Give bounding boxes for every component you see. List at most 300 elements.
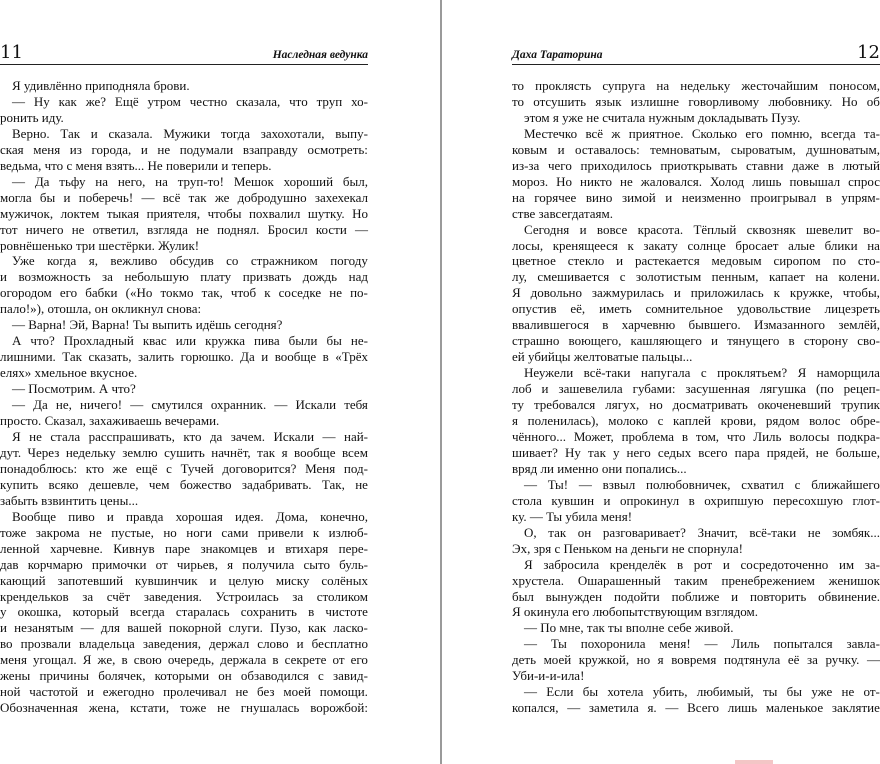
- word: кружка: [205, 333, 245, 349]
- word: помню,: [771, 125, 813, 141]
- word: попались...: [625, 460, 687, 476]
- word: не: [29, 428, 42, 444]
- right-header: [512, 44, 880, 65]
- word: к: [264, 285, 271, 301]
- word: то: [512, 93, 525, 109]
- word: темноватым,: [650, 141, 721, 157]
- word: ввалившегося: [512, 317, 589, 333]
- word: тот: [0, 221, 18, 237]
- word: —: [274, 397, 288, 413]
- word: которыми: [154, 668, 210, 684]
- word: сквозняк: [746, 221, 796, 237]
- word: тьфу: [59, 173, 86, 189]
- text-line: [512, 604, 880, 620]
- word: таким: [674, 572, 708, 588]
- word: Мужики: [163, 125, 211, 141]
- word: болячек,: [98, 668, 146, 684]
- word: дав: [0, 556, 19, 572]
- word: Варна!: [91, 317, 133, 333]
- text-line: [0, 700, 368, 716]
- word: Кивнув: [113, 540, 155, 556]
- word: что?: [30, 333, 55, 349]
- word: вашей: [127, 620, 162, 636]
- word: похвалил: [248, 205, 301, 221]
- word: снова:: [166, 301, 202, 317]
- word: не: [196, 221, 209, 237]
- text-line: [512, 206, 880, 222]
- word: живой.: [694, 620, 734, 636]
- word: города,: [91, 141, 132, 157]
- word: ласко-: [333, 620, 368, 636]
- word: чем: [148, 476, 170, 492]
- word: ей: [512, 349, 528, 365]
- text-line: [0, 604, 368, 620]
- word: волосы: [789, 428, 830, 444]
- word: за: [292, 588, 304, 604]
- text-line: [0, 94, 368, 110]
- word: над: [348, 269, 368, 285]
- word: недельку: [65, 444, 116, 460]
- word: излишне: [630, 93, 680, 109]
- word: жены: [0, 668, 31, 684]
- text-line: [512, 269, 880, 285]
- word: ронить: [0, 109, 42, 125]
- word: —: [12, 397, 25, 413]
- word: Пузо,: [270, 620, 301, 636]
- word: поберечь!: [78, 189, 134, 205]
- word: завла-: [846, 636, 880, 652]
- word: так: [586, 620, 609, 636]
- word: приоткрывать: [660, 157, 738, 173]
- text-line: [512, 509, 880, 525]
- word: рот: [693, 556, 713, 572]
- word: —: [524, 684, 537, 700]
- word: Верно.: [12, 125, 50, 141]
- word: Варна!: [28, 317, 70, 333]
- word: да: [209, 428, 223, 444]
- text-line: [512, 652, 880, 668]
- word: излюб-: [328, 524, 368, 540]
- word: не-: [350, 333, 368, 349]
- word: у: [612, 444, 620, 460]
- word: он: [218, 668, 232, 684]
- word: неизменно: [681, 189, 741, 205]
- word: паре: [165, 540, 191, 556]
- word: запотевший: [57, 572, 124, 588]
- word: я: [512, 413, 518, 429]
- word: язык: [595, 93, 622, 109]
- word: его: [745, 125, 763, 141]
- word: вообще: [294, 444, 336, 460]
- word: держал: [209, 636, 250, 652]
- word: моей: [283, 684, 311, 700]
- word: именно: [557, 460, 602, 476]
- word: любимый,: [696, 684, 754, 700]
- word: ровнёшенько: [0, 237, 76, 253]
- word: сказала,: [236, 93, 281, 109]
- word: божество: [179, 476, 232, 492]
- word: выпу-: [335, 125, 368, 141]
- word: не: [157, 141, 171, 157]
- word: По: [540, 620, 560, 636]
- word: бы: [39, 189, 56, 205]
- word: отошла,: [47, 301, 95, 317]
- word: не: [620, 173, 633, 189]
- word: ещё: [135, 460, 158, 476]
- word: тебя: [344, 397, 368, 413]
- text-line: [0, 222, 368, 238]
- word: расспрашивать,: [88, 428, 175, 444]
- word: говорливому: [688, 93, 760, 109]
- text-line: [512, 317, 880, 333]
- word: Но: [352, 205, 368, 221]
- word: призвать: [242, 269, 292, 285]
- word: Ну: [565, 444, 581, 460]
- word: солнце: [687, 237, 726, 253]
- word: душноватым,: [806, 141, 880, 157]
- text-line: [0, 301, 368, 317]
- text-line: [0, 493, 368, 509]
- text-line: [512, 477, 880, 493]
- word: задабривать.: [241, 476, 312, 492]
- word: ленной: [0, 540, 40, 556]
- word: —: [529, 508, 547, 524]
- word: с: [700, 365, 707, 381]
- text-line: [512, 589, 880, 605]
- word: вряд: [512, 460, 541, 476]
- word: вежливо: [110, 253, 158, 269]
- word: всё-таки: [749, 524, 797, 540]
- word: же: [214, 189, 230, 205]
- word: но: [163, 524, 177, 540]
- word: как: [307, 620, 327, 636]
- word: отсушить: [533, 93, 587, 109]
- text-line: [0, 269, 368, 285]
- word: и: [711, 333, 718, 349]
- word: кстати,: [130, 700, 170, 716]
- word: всего: [698, 444, 728, 460]
- word: и: [665, 189, 673, 205]
- word: упрям-: [841, 189, 880, 205]
- word: —: [130, 397, 144, 413]
- word: в: [788, 333, 795, 349]
- word: —: [524, 636, 537, 652]
- word: лишь: [727, 700, 758, 716]
- word: похоронила: [580, 636, 646, 652]
- word: начнёт,: [211, 444, 251, 460]
- word: от: [332, 652, 345, 668]
- word: «Трёх: [335, 349, 368, 365]
- text-line: [0, 142, 368, 158]
- word: горюшко.: [180, 349, 234, 365]
- word: лицезреть: [824, 301, 880, 317]
- word: —: [578, 476, 592, 492]
- word: слово: [257, 636, 289, 652]
- word: в: [322, 349, 329, 365]
- text-line: [512, 238, 880, 254]
- word: и: [731, 588, 739, 604]
- word: привели: [257, 524, 304, 540]
- word: пенным,: [711, 269, 759, 285]
- word: окликнул: [111, 301, 167, 317]
- word: меня!: [600, 508, 633, 524]
- word: харчевне.: [50, 540, 103, 556]
- text-line: [0, 110, 368, 126]
- word: кренделёк: [609, 556, 667, 572]
- word: в: [825, 189, 832, 205]
- word: зомбяк...: [832, 524, 880, 540]
- word: взвинтить: [41, 492, 100, 508]
- word: смутился: [151, 397, 203, 413]
- text-line: [512, 620, 880, 636]
- word: частотой: [29, 684, 79, 700]
- word: всяко: [48, 476, 79, 492]
- word: в: [602, 317, 609, 333]
- word: та-: [863, 125, 880, 141]
- word: Но: [841, 93, 858, 109]
- word: ручку.: [825, 652, 860, 668]
- word: втихаря: [285, 540, 329, 556]
- text-line: [0, 477, 368, 493]
- word: который: [72, 604, 119, 620]
- word: кающий: [0, 572, 46, 588]
- text-line: [0, 429, 368, 445]
- word: бы: [786, 684, 803, 700]
- word: Тёплый: [693, 221, 737, 237]
- word: причины: [39, 668, 90, 684]
- word: незанятым: [14, 620, 74, 636]
- edge-mark: [735, 760, 773, 764]
- word: что: [726, 428, 746, 444]
- word: секрете: [284, 652, 327, 668]
- word: заведения.: [143, 588, 202, 604]
- word: так: [587, 444, 606, 460]
- word: шестёрки.: [98, 237, 159, 253]
- word: уже: [811, 684, 833, 700]
- word: лишними.: [0, 349, 56, 365]
- word: захохотали,: [260, 125, 325, 141]
- word: держала: [220, 652, 267, 668]
- word: маленькое: [765, 700, 824, 716]
- word: крови,: [720, 413, 757, 429]
- word: и: [90, 125, 98, 141]
- word: хороший: [283, 173, 334, 189]
- word: Не: [147, 157, 166, 173]
- word: же?: [85, 93, 107, 109]
- word: женишок: [828, 572, 880, 588]
- word: могла: [0, 189, 32, 205]
- word: зажмурилась: [591, 285, 664, 301]
- word: рядом: [765, 413, 800, 429]
- word: кренящееся: [552, 237, 618, 253]
- word: от-: [863, 684, 880, 700]
- word: не: [329, 285, 342, 301]
- word: и: [0, 269, 7, 285]
- word: её,: [570, 301, 586, 317]
- word: кости: [315, 221, 347, 237]
- word: был,: [342, 173, 368, 189]
- text-line: [512, 573, 880, 589]
- word: ближайшего: [811, 476, 880, 492]
- word: спорнула!: [687, 540, 743, 556]
- word: считала: [602, 109, 649, 125]
- word: деньги: [630, 540, 672, 556]
- word: удовольствие: [736, 301, 811, 317]
- text-line: [0, 541, 368, 557]
- word: от: [155, 556, 168, 572]
- word: —: [704, 636, 718, 652]
- word: закату: [643, 237, 678, 253]
- word: Тучей: [180, 460, 214, 476]
- word: жена,: [88, 700, 120, 716]
- word: Обозначенная: [0, 700, 78, 716]
- word: обсудив: [169, 253, 214, 269]
- word: заклятие: [831, 700, 880, 716]
- word: чтоб: [230, 285, 257, 301]
- word: («Но: [125, 285, 153, 301]
- word: буль-: [339, 556, 368, 572]
- text-line: [0, 620, 368, 636]
- word: Измазанного: [753, 317, 826, 333]
- word: идёшь: [195, 317, 235, 333]
- text-line: [0, 668, 368, 684]
- word: труп: [316, 93, 343, 109]
- word: най-: [343, 428, 368, 444]
- word: А: [12, 333, 22, 349]
- word: к: [773, 285, 780, 301]
- text-line: [512, 541, 880, 557]
- word: и: [209, 572, 217, 588]
- word: требовался: [533, 397, 596, 413]
- text-line: [0, 78, 368, 94]
- word: цены...: [99, 492, 139, 508]
- word: и: [673, 285, 681, 301]
- word: были: [288, 333, 318, 349]
- word: на: [512, 189, 525, 205]
- word: так: [257, 444, 276, 460]
- text-line: [0, 573, 368, 589]
- word: обзаводился: [240, 668, 309, 684]
- text-line: [512, 158, 880, 174]
- text-line: [512, 190, 880, 206]
- word: я.: [647, 700, 657, 716]
- word: не: [89, 524, 102, 540]
- word: Уже: [12, 253, 35, 269]
- word: досматривать: [672, 397, 748, 413]
- word: Ну: [33, 93, 50, 109]
- word: взгляда: [147, 221, 188, 237]
- word: заметила: [588, 700, 639, 716]
- text-line: [512, 461, 880, 477]
- text-line: [0, 158, 368, 174]
- word: лягух,: [605, 397, 640, 413]
- word: Если: [546, 684, 574, 700]
- word: капает: [768, 269, 805, 285]
- word: но: [649, 397, 663, 413]
- word: и: [603, 492, 611, 508]
- word: не: [841, 684, 855, 700]
- word: и: [557, 141, 565, 157]
- word: пересохшую: [773, 492, 844, 508]
- word: её: [787, 652, 800, 668]
- word: ведьма,: [0, 157, 45, 173]
- word: иду.: [41, 109, 64, 125]
- word: седых: [657, 444, 692, 460]
- text-line: [0, 557, 368, 573]
- word: кто: [85, 460, 104, 476]
- word: не: [235, 684, 249, 700]
- word: залить: [138, 349, 175, 365]
- word: стала: [50, 428, 81, 444]
- word: бывшего.: [688, 317, 741, 333]
- word: завсегдатаям.: [538, 205, 614, 221]
- word: Сегодня: [524, 221, 570, 237]
- text-line: [0, 333, 368, 349]
- word: тыкая: [106, 205, 140, 221]
- word: теперь.: [231, 157, 272, 173]
- word: кружкой,: [578, 652, 630, 668]
- word: уже: [562, 109, 587, 125]
- word: подтянула: [723, 652, 781, 668]
- word: тоже: [179, 700, 207, 716]
- word: за: [102, 269, 113, 285]
- word: на: [155, 173, 168, 189]
- word: Мешок: [233, 173, 274, 189]
- word: или: [175, 333, 197, 349]
- word: убийцы: [527, 349, 574, 365]
- word: крендельков: [0, 588, 69, 604]
- word: растекается: [634, 253, 700, 269]
- word: больше,: [835, 444, 880, 460]
- text-line: [512, 222, 880, 238]
- word: я: [281, 444, 288, 460]
- word: —: [12, 317, 29, 333]
- word: идея.: [235, 508, 264, 524]
- word: Прохладный: [63, 333, 134, 349]
- word: поленилась),: [527, 413, 599, 429]
- word: —: [665, 700, 679, 716]
- word: поднял.: [217, 221, 260, 237]
- word: обре-: [850, 413, 880, 429]
- word: —: [12, 93, 25, 109]
- word: Я: [524, 556, 533, 572]
- word: был: [512, 588, 534, 604]
- word: как: [58, 93, 77, 109]
- word: примочки: [91, 556, 147, 572]
- word: Эй,: [69, 317, 92, 333]
- word: возможность: [18, 269, 91, 285]
- word: Так: [62, 349, 82, 365]
- word: пустые,: [111, 524, 154, 540]
- word: ничего: [25, 221, 64, 237]
- right-page-number: 12: [857, 42, 880, 63]
- word: же: [112, 460, 128, 476]
- word: Лиль: [731, 636, 760, 652]
- word: чирьев,: [176, 556, 218, 572]
- word: любопытствующим: [592, 604, 706, 620]
- word: и: [0, 620, 7, 636]
- word: (по: [815, 381, 834, 397]
- text-line: [512, 94, 880, 110]
- word: во: [0, 636, 13, 652]
- word: прядей,: [766, 444, 809, 460]
- word: охранник.: [210, 397, 267, 413]
- word: поближе: [671, 588, 720, 604]
- word: землю: [122, 444, 158, 460]
- word: на: [867, 237, 880, 253]
- word: так,: [201, 285, 223, 301]
- word: желтоватые: [573, 349, 642, 365]
